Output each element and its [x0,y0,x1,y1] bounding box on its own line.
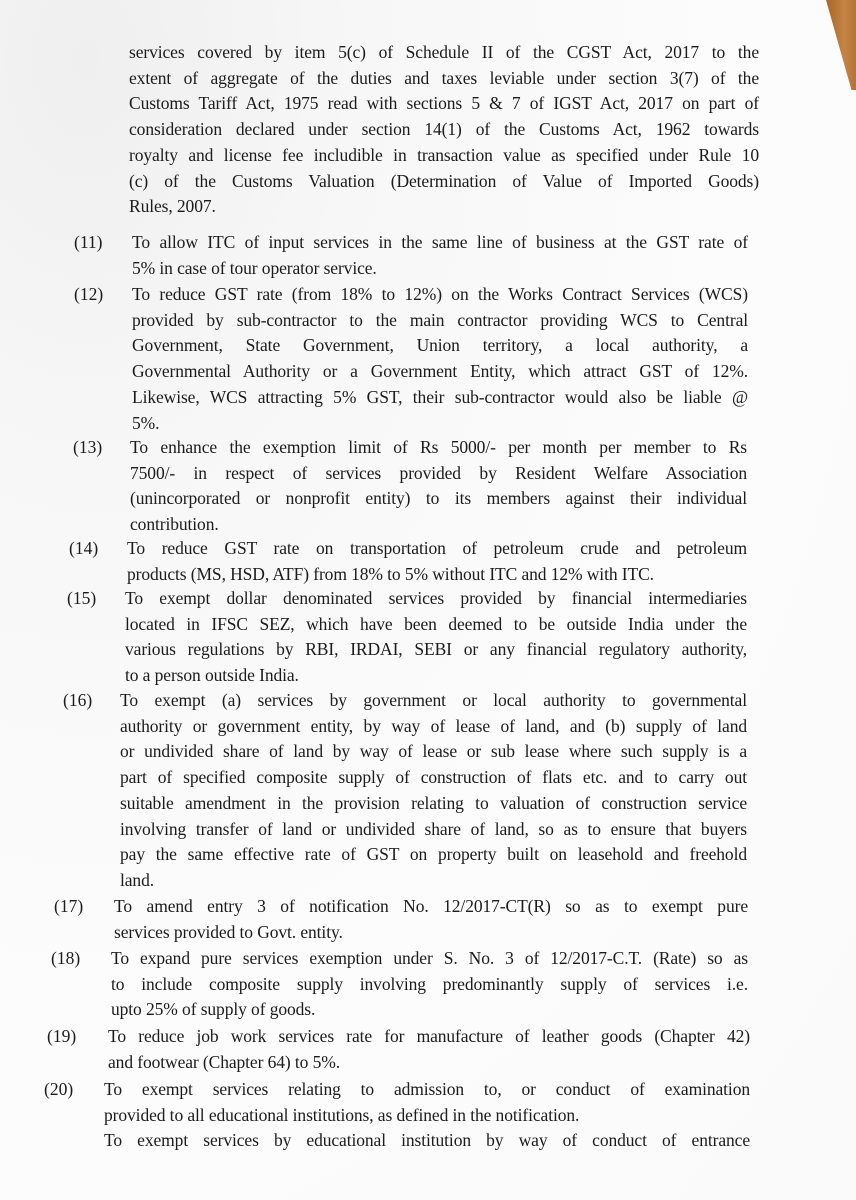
item-number: (11) [74,232,103,252]
text-line: To amend entry 3 of notification No. 12/2017-CT(R) so as to exempt pure [114,896,748,916]
item-number: (16) [63,690,93,710]
item-number: (12) [74,284,104,304]
list-item-14 [127,536,747,587]
list-item-12 [132,282,748,436]
text-line: and footwear (Chapter 64) to 5%. [108,1051,340,1072]
list-item-19 [108,1024,750,1075]
text-line: 5% in case of tour operator service. [132,257,377,278]
text-line: to include composite supply involving predominantly supply of services i.e. [111,973,748,994]
text-line: pay the same effective rate of GST on property built on leasehold and freehold [120,844,747,865]
list-item-17 [114,894,748,945]
list-item-18 [111,946,748,1023]
item-number: (17) [54,896,84,916]
text-line: upto 25% of supply of goods. [111,999,316,1020]
text-line: located in IFSC SEZ, which have been deemed to be outside India under the [125,613,747,634]
text-line: services covered by item 5(c) of Schedule II of the CGST Act, 2017 to the [129,42,759,62]
text-line: to a person outside India. [125,665,299,686]
text-line: provided to all educational institutions, as defined in the notification. [104,1104,580,1125]
list-item-11 [132,230,748,281]
text-line: Customs Tariff Act, 1975 read with sections 5 & 7 of IGST Act, 2017 on part of [129,93,759,114]
text-line: services provided to Govt. entity. [114,921,343,942]
item-number: (20) [44,1079,74,1099]
text-line: products (MS, HSD, ATF) from 18% to 5% without ITC and 12% with ITC. [127,563,654,584]
text-line: To exempt services by educational institution by way of conduct of entrance [104,1130,750,1151]
list-item-16 [120,688,747,894]
text-line: (unincorporated or nonprofit entity) to its members against their individual [130,488,747,509]
text-line: To allow ITC of input services in the same line of business at the GST rate of [132,232,748,252]
item-number: (15) [67,588,97,608]
text-line: To enhance the exemption limit of Rs 5000/- per month per member to Rs [130,437,747,457]
list-item-20 [104,1077,750,1154]
text-line: To exempt (a) services by government or local authority to governmental [120,690,747,710]
text-line: Rules, 2007. [129,196,216,217]
text-line: royalty and license fee includible in transaction value as specified under Rule 10 [129,144,759,165]
text-line: Governmental Authority or a Government Entity, which attract GST of 12%. [132,361,748,382]
text-line: Government, State Government, Union territory, a local authority, a [132,335,748,356]
text-line: land. [120,869,155,890]
text-line: various regulations by RBI, IRDAI, SEBI or any financial regulatory authority, [125,639,747,660]
text-line: (c) of the Customs Valuation (Determination of Value of Imported Goods) [129,170,759,191]
text-line: Likewise, WCS attracting 5% GST, their sub-contractor would also be liable @ [132,386,748,407]
text-line: To exempt services relating to admission to, or conduct of examination [104,1079,750,1099]
text-line: or undivided share of land by way of lease or sub lease where such supply is a [120,741,747,762]
item-number: (13) [73,437,103,457]
text-line: part of specified composite supply of construction of flats etc. and to carry out [120,767,747,788]
text-line: provided by sub-contractor to the main contractor providing WCS to Central [132,309,748,330]
item-number: (14) [69,538,99,558]
text-line: suitable amendment in the provision relating to valuation of construction service [120,792,747,813]
item-number: (19) [47,1026,77,1046]
text-line: extent of aggregate of the duties and taxes leviable under section 3(7) of the [129,67,759,88]
text-line: To reduce job work services rate for manufacture of leather goods (Chapter 42) [108,1026,750,1046]
text-line: involving transfer of land or undivided share of land, so as to ensure that buyers [120,818,747,839]
text-line: 7500/- in respect of services provided by Resident Welfare Association [130,462,747,483]
continuation-paragraph [129,40,759,220]
text-line: To reduce GST rate (from 18% to 12%) on the Works Contract Services (WCS) [132,284,748,304]
text-line: To reduce GST rate on transportation of petroleum crude and petroleum [127,538,747,558]
item-number: (18) [51,948,81,968]
text-line: contribution. [130,514,219,535]
list-item-13 [130,435,747,538]
text-line: To expand pure services exemption under S. No. 3 of 12/2017-C.T. (Rate) so as [111,948,748,968]
text-line: authority or government entity, by way of lease of land, and (b) supply of land [120,715,747,736]
text-line: To exempt dollar denominated services provided by financial intermediaries [125,588,747,608]
text-line: 5%. [132,412,160,433]
text-line: consideration declared under section 14(1) of the Customs Act, 1962 towards [129,119,759,140]
list-item-15 [125,586,747,689]
